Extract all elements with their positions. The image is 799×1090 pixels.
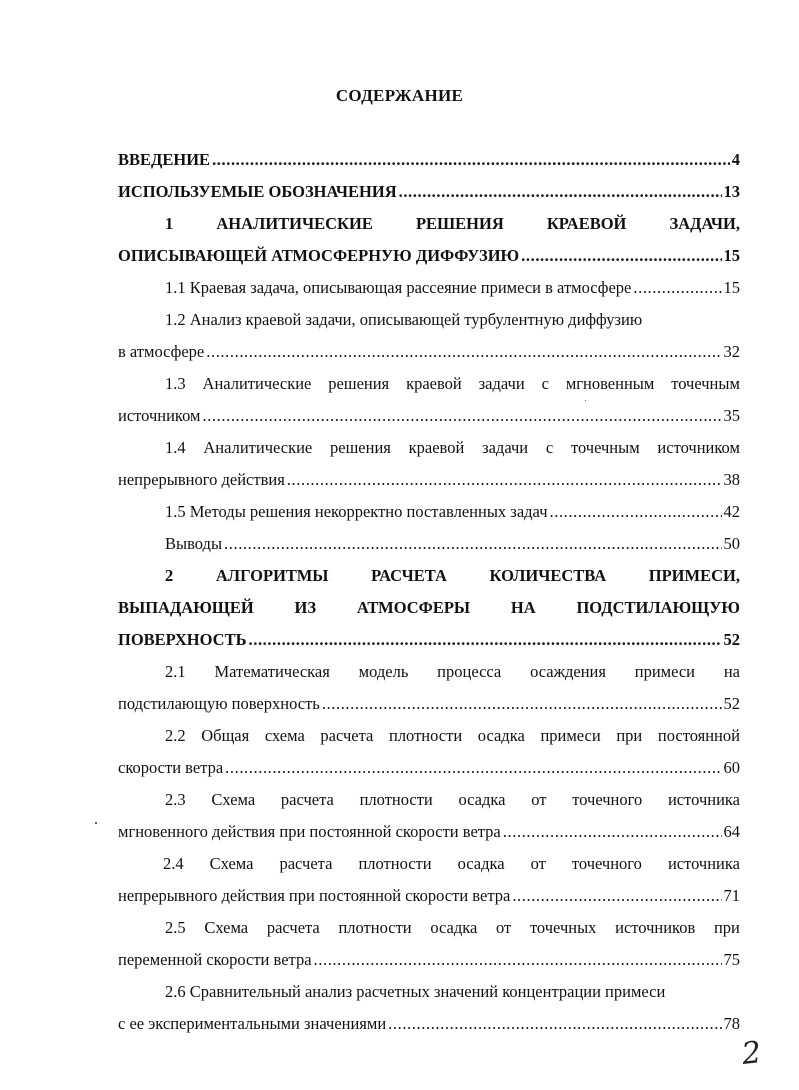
toc-page-number: 52 — [723, 694, 740, 713]
toc-word: мгновенным — [565, 374, 655, 393]
toc-word: РАСЧЕТА — [371, 566, 447, 585]
toc-section-2-6-line-1 — [165, 980, 740, 1004]
toc-word: осадка — [477, 726, 525, 745]
toc-entry-text: ПОВЕРХНОСТЬ — [118, 630, 247, 649]
toc-section-1-3-line-1 — [165, 372, 740, 396]
toc-word: краевой — [406, 374, 462, 393]
toc-section-1-2-line-2 — [118, 340, 740, 364]
toc-word: от — [530, 854, 546, 873]
toc-word: расчета — [320, 726, 374, 745]
toc-leader — [249, 628, 722, 652]
toc-word: точечным — [570, 438, 640, 457]
toc-word: схема — [264, 726, 305, 745]
toc-entry-text: непрерывного действия — [118, 470, 285, 489]
toc-word: ЗАДАЧИ, — [669, 214, 740, 233]
toc-word: АНАЛИТИЧЕСКИЕ — [216, 214, 373, 233]
toc-section-1-3-line-2 — [118, 404, 740, 428]
toc-entry-text: 2.6 Сравнительный анализ расчетных значений концентрации примеси — [165, 982, 666, 1001]
toc-word: расчета — [279, 854, 333, 873]
toc-entry-text: Выводы — [165, 534, 223, 553]
toc-section-2-5-line-2 — [118, 948, 740, 972]
toc-leader — [224, 532, 721, 556]
toc-word: НА — [510, 598, 536, 617]
toc-leader — [212, 148, 730, 172]
toc-word: с — [545, 438, 554, 457]
toc-chapter-1-line-2 — [118, 244, 740, 268]
toc-word: ВЫПАДАЮЩЕЙ — [118, 598, 254, 617]
toc-entry-text: ВВЕДЕНИЕ — [118, 150, 211, 169]
toc-word: Схема — [209, 854, 254, 873]
toc-leader — [521, 244, 721, 268]
toc-word: расчета — [266, 918, 320, 937]
toc-word: ИЗ — [294, 598, 317, 617]
toc-section-2-6-line-2 — [118, 1012, 740, 1036]
toc-word: при — [713, 918, 740, 937]
toc-leader — [399, 180, 722, 204]
toc-word: краевой — [408, 438, 465, 457]
toc-entry-text: с ее экспериментальными значениями — [118, 1014, 387, 1033]
toc-word: точечных — [529, 918, 597, 937]
toc-section-2-1-line-1 — [165, 660, 740, 684]
toc-chapter-2-line-2 — [118, 596, 740, 620]
toc-page-number: 13 — [723, 182, 740, 201]
toc-entry-text: подстилающую поверхность — [118, 694, 320, 713]
toc-page-number: 32 — [723, 342, 740, 361]
toc-section-2-4-line-2 — [118, 884, 740, 908]
toc-leader — [202, 404, 721, 428]
toc-word: источником — [657, 438, 740, 457]
toc-leader — [225, 756, 721, 780]
toc-entry-text: 1.2 Анализ краевой задачи, описывающей турбулентную диффузию — [165, 310, 643, 329]
toc-entry-text: переменной скорости ветра — [118, 950, 312, 969]
toc-chapter-2-line-1 — [165, 564, 740, 588]
toc-word: 2.4 — [163, 854, 184, 873]
handwritten-page-number: 2 — [740, 1035, 763, 1072]
toc-leader — [512, 884, 721, 908]
toc-word: осаждения — [530, 662, 606, 681]
toc-word: Аналитические — [202, 374, 312, 393]
toc-section-2-2-line-2 — [118, 756, 740, 780]
toc-word: КОЛИЧЕСТВА — [489, 566, 607, 585]
toc-leader — [287, 468, 722, 492]
toc-page-number: 15 — [723, 278, 740, 297]
toc-page-number: 38 — [723, 470, 740, 489]
toc-leader — [206, 340, 721, 364]
toc-section-2-2-line-1 — [165, 724, 740, 748]
toc-section-2-4-line-1 — [163, 852, 740, 876]
toc-leader — [388, 1012, 721, 1036]
toc-page-number: 75 — [723, 950, 740, 969]
toc-word: задачи — [478, 374, 525, 393]
toc-word: решения — [330, 438, 391, 457]
toc-chapter-1-line-1 — [165, 212, 740, 236]
toc-section-2-3-line-1 — [165, 788, 740, 812]
toc-section-2-5-line-1 — [165, 916, 740, 940]
toc-page-number: 52 — [723, 630, 740, 649]
toc-word: точечного — [572, 790, 643, 809]
toc-word: 2.5 — [165, 918, 186, 937]
toc-word: ПРИМЕСИ, — [648, 566, 740, 585]
page-title: СОДЕРЖАНИЕ — [335, 86, 464, 105]
toc-entry-text: 1.1 Краевая задача, описывающая рассеяние примеси в атмосфере — [165, 278, 632, 297]
toc-word: плотности — [338, 918, 412, 937]
toc-word: Математическая — [214, 662, 330, 681]
toc-word: АТМОСФЕРЫ — [356, 598, 471, 617]
toc-entry-text: 1.5 Методы решения некорректно поставленных задач — [165, 502, 548, 521]
toc-page-number: 71 — [723, 886, 740, 905]
toc-word: осадка — [457, 854, 505, 873]
toc-section-1-5 — [165, 500, 740, 524]
toc-word: при — [616, 726, 643, 745]
toc-word: плотности — [388, 726, 463, 745]
toc-section-1-4-line-2 — [118, 468, 740, 492]
toc-word: ПОДСТИЛАЮЩУЮ — [576, 598, 740, 617]
toc-word: АЛГОРИТМЫ — [215, 566, 329, 585]
toc-word: модель — [358, 662, 409, 681]
toc-word: 2.3 — [165, 790, 186, 809]
toc-word: от — [496, 918, 512, 937]
toc-entry-notation — [118, 180, 740, 204]
toc-section-1-2-line-1 — [165, 308, 740, 332]
toc-word: расчета — [280, 790, 334, 809]
toc-entry-text: в атмосфере — [118, 342, 205, 361]
scan-speck — [585, 400, 586, 401]
toc-entry-text: скорости ветра — [118, 758, 224, 777]
toc-word: Аналитические — [203, 438, 313, 457]
toc-word: решения — [328, 374, 390, 393]
toc-word: процесса — [437, 662, 502, 681]
toc-page-number: 15 — [723, 246, 740, 265]
toc-entry-text: источником — [118, 406, 201, 425]
toc-entry-intro — [118, 148, 740, 172]
toc-leader — [314, 948, 722, 972]
scan-speck — [95, 822, 97, 824]
toc-word: 1.4 — [165, 438, 186, 457]
toc-conclusions — [165, 532, 740, 556]
toc-word: плотности — [359, 790, 433, 809]
toc-word: источника — [667, 790, 740, 809]
toc-word: 2.1 — [165, 662, 186, 681]
toc-page-number: 64 — [723, 822, 740, 841]
toc-word: 2 — [165, 566, 174, 585]
toc-word: Схема — [211, 790, 256, 809]
toc-page-number: 60 — [723, 758, 740, 777]
toc-word: точечным — [671, 374, 740, 393]
toc-word: постоянной — [657, 726, 740, 745]
toc-entry-text: ИСПОЛЬЗУЕМЫЕ ОБОЗНАЧЕНИЯ — [118, 182, 397, 201]
toc-word: примеси — [540, 726, 601, 745]
toc-leader — [633, 276, 721, 300]
toc-entry-text: ОПИСЫВАЮЩЕЙ АТМОСФЕРНУЮ ДИФФУЗИЮ — [118, 246, 520, 265]
toc-word: точечного — [571, 854, 642, 873]
toc-word: осадка — [430, 918, 478, 937]
toc-page-number: 4 — [731, 150, 740, 169]
toc-word: РЕШЕНИЯ — [415, 214, 504, 233]
toc-page-number: 78 — [723, 1014, 740, 1033]
toc-word: Схема — [204, 918, 249, 937]
toc-leader — [550, 500, 722, 524]
toc-entry-text: непрерывного действия при постоянной скорости ветра — [118, 886, 511, 905]
toc-word: Общая — [201, 726, 250, 745]
toc-word: источника — [667, 854, 740, 873]
toc-word: источников — [615, 918, 696, 937]
toc-section-1-1 — [165, 276, 740, 300]
toc-page-number: 35 — [723, 406, 740, 425]
toc-section-2-1-line-2 — [118, 692, 740, 716]
toc-word: задачи — [482, 438, 529, 457]
toc-word: примеси — [634, 662, 696, 681]
toc-word: на — [723, 662, 740, 681]
toc-leader — [322, 692, 722, 716]
toc-word: КРАЕВОЙ — [546, 214, 627, 233]
toc-entry-text: мгновенного действия при постоянной скорости ветра — [118, 822, 501, 841]
toc-section-1-4-line-1 — [165, 436, 740, 460]
toc-word: 1.3 — [165, 374, 186, 393]
toc-chapter-2-line-3 — [118, 628, 740, 652]
toc-leader — [503, 820, 722, 844]
toc-word: с — [541, 374, 549, 393]
toc-word: осадка — [458, 790, 506, 809]
toc-section-2-3-line-2 — [118, 820, 740, 844]
toc-word: плотности — [358, 854, 432, 873]
toc-page-number: 50 — [723, 534, 740, 553]
toc-word: 1 — [165, 214, 174, 233]
toc-word: 2.2 — [165, 726, 186, 745]
toc-word: от — [531, 790, 547, 809]
toc-page-number: 42 — [723, 502, 740, 521]
